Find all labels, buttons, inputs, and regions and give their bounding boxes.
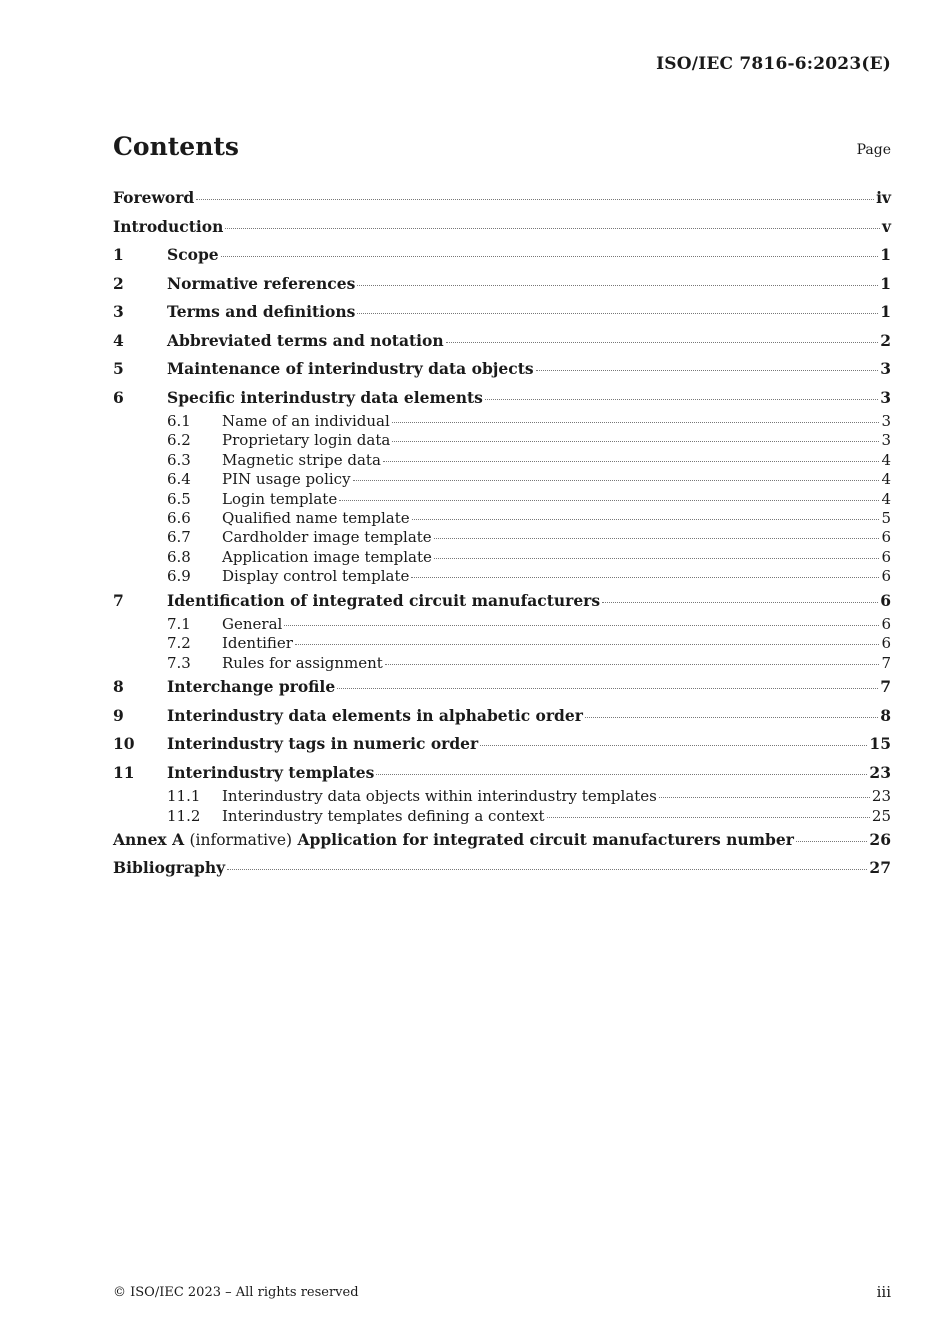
toc-entry-introduction[interactable] bbox=[113, 213, 891, 242]
toc-page: iv bbox=[876, 188, 891, 207]
toc-entry-10[interactable] bbox=[113, 730, 891, 759]
toc-page: 6 bbox=[881, 634, 891, 653]
toc-title: Name of an individual bbox=[222, 412, 390, 430]
toc-title: Interindustry data elements in alphabetic order bbox=[167, 705, 583, 725]
leader-dots bbox=[196, 198, 874, 200]
toc-title: Introduction bbox=[113, 216, 224, 236]
leader-dots bbox=[353, 479, 880, 481]
leader-dots bbox=[337, 687, 878, 689]
leader-dots bbox=[221, 255, 879, 257]
toc-entry-11-1[interactable] bbox=[113, 787, 891, 806]
toc-number: 7.3 bbox=[167, 653, 191, 672]
toc-number: 7.1 bbox=[167, 615, 191, 634]
toc-number: 6.1 bbox=[167, 412, 191, 430]
leader-dots bbox=[357, 312, 878, 314]
toc-page: 3 bbox=[880, 387, 891, 407]
toc-title: Abbreviated terms and notation bbox=[167, 330, 444, 350]
toc-number: 6.4 bbox=[167, 470, 191, 489]
toc-title: Magnetic stripe data bbox=[222, 450, 381, 469]
toc-title: Rules for assignment bbox=[222, 653, 383, 672]
toc-entry-annex-a[interactable] bbox=[113, 826, 891, 855]
leader-dots bbox=[357, 284, 878, 286]
toc-title: Interindustry data objects within interindustry templates bbox=[222, 787, 657, 806]
toc-title: PIN usage policy bbox=[222, 470, 351, 489]
toc-entry-6-2[interactable] bbox=[113, 431, 891, 450]
toc-page: 25 bbox=[871, 806, 891, 825]
leader-dots bbox=[485, 398, 878, 400]
toc-entry-6-1[interactable] bbox=[113, 412, 891, 431]
toc-page: 3 bbox=[881, 412, 891, 430]
toc-number: 3 bbox=[113, 302, 124, 321]
footer-page-number: iii bbox=[876, 1283, 891, 1301]
toc-number: 4 bbox=[113, 330, 124, 350]
toc-title: Maintenance of interindustry data objects bbox=[167, 359, 534, 378]
toc-title: Interindustry tags in numeric order bbox=[167, 734, 479, 754]
footer-copyright: © ISO/IEC 2023 – All rights reserved bbox=[113, 1285, 359, 1300]
leader-dots bbox=[536, 369, 879, 371]
annex-label: Annex A bbox=[113, 829, 185, 849]
toc-number: 6.7 bbox=[167, 528, 191, 547]
toc-number: 5 bbox=[113, 359, 124, 378]
toc-entry-5[interactable] bbox=[113, 355, 891, 384]
toc-entry-6-6[interactable] bbox=[113, 509, 891, 528]
toc-title: Login template bbox=[222, 489, 338, 508]
toc-entry-6-5[interactable] bbox=[113, 490, 891, 509]
annex-qualifier: (informative) bbox=[189, 830, 293, 849]
toc-page: 6 bbox=[881, 615, 891, 634]
toc-page: 3 bbox=[880, 359, 891, 378]
table-of-contents bbox=[113, 184, 891, 883]
toc-title: Bibliography bbox=[113, 858, 226, 878]
leader-dots bbox=[227, 868, 867, 870]
leader-dots bbox=[295, 643, 880, 645]
toc-title bbox=[113, 826, 794, 855]
toc-number: 6.5 bbox=[167, 489, 191, 508]
toc-page: 15 bbox=[869, 734, 891, 754]
toc-number: 11 bbox=[113, 762, 135, 782]
toc-title: Interindustry templates bbox=[167, 762, 375, 782]
page-column-label: Page bbox=[856, 142, 891, 158]
leader-dots bbox=[376, 773, 867, 775]
toc-number: 6.3 bbox=[167, 450, 191, 469]
toc-entry-7[interactable] bbox=[113, 587, 891, 616]
toc-entry-foreword[interactable] bbox=[113, 184, 891, 213]
toc-number: 6.8 bbox=[167, 547, 191, 566]
toc-number: 6.9 bbox=[167, 567, 191, 586]
toc-page: 7 bbox=[880, 677, 891, 697]
leader-dots bbox=[383, 460, 880, 462]
leader-dots bbox=[659, 796, 870, 798]
toc-title: Display control template bbox=[222, 567, 410, 586]
leader-dots bbox=[434, 557, 880, 559]
toc-entry-11[interactable] bbox=[113, 759, 891, 788]
leader-dots bbox=[284, 624, 879, 626]
toc-page: 4 bbox=[881, 489, 891, 508]
leader-dots bbox=[411, 576, 879, 578]
document-header-id: ISO/IEC 7816-6:2023(E) bbox=[656, 54, 891, 74]
toc-page: 27 bbox=[869, 858, 891, 878]
leader-dots bbox=[446, 341, 879, 343]
toc-title: Proprietary login data bbox=[222, 431, 391, 450]
toc-title: Application image template bbox=[222, 547, 432, 566]
annex-title: Application for integrated circuit manufacturers number bbox=[297, 829, 794, 849]
toc-entry-1[interactable] bbox=[113, 241, 891, 270]
toc-title: Cardholder image template bbox=[222, 528, 432, 547]
toc-page: 3 bbox=[881, 431, 891, 450]
toc-title: Terms and definitions bbox=[167, 302, 356, 321]
leader-dots bbox=[547, 816, 870, 818]
toc-page: 6 bbox=[881, 567, 891, 586]
toc-entry-11-2[interactable] bbox=[113, 807, 891, 826]
toc-title: Interindustry templates defining a context bbox=[222, 806, 545, 825]
toc-page: 8 bbox=[880, 705, 891, 725]
toc-entry-7-1[interactable] bbox=[113, 615, 891, 634]
toc-title: Identification of integrated circuit manufacturers bbox=[167, 590, 601, 610]
toc-title: Scope bbox=[167, 245, 219, 264]
toc-page: 23 bbox=[871, 787, 891, 806]
toc-number: 11.1 bbox=[167, 787, 201, 806]
toc-entry-7-2[interactable] bbox=[113, 634, 891, 653]
toc-number: 8 bbox=[113, 677, 124, 697]
toc-title: Qualified name template bbox=[222, 508, 410, 527]
toc-entry-6-8[interactable] bbox=[113, 548, 891, 567]
toc-title: General bbox=[222, 615, 283, 634]
toc-number: 6.2 bbox=[167, 431, 191, 450]
toc-number: 7.2 bbox=[167, 634, 191, 653]
toc-title: Normative references bbox=[167, 273, 356, 293]
toc-entry-3[interactable] bbox=[113, 298, 891, 327]
leader-dots bbox=[392, 421, 880, 423]
toc-page: 1 bbox=[880, 302, 891, 321]
leader-dots bbox=[602, 601, 878, 603]
toc-page: 7 bbox=[881, 653, 891, 672]
toc-page: 1 bbox=[880, 245, 891, 264]
leader-dots bbox=[412, 518, 880, 520]
toc-entry-6[interactable] bbox=[113, 384, 891, 413]
toc-number: 6 bbox=[113, 387, 124, 407]
toc-number: 11.2 bbox=[167, 806, 201, 825]
toc-page: 6 bbox=[881, 528, 891, 547]
toc-entry-8[interactable] bbox=[113, 673, 891, 702]
toc-title: Interchange profile bbox=[167, 677, 336, 697]
contents-title: Contents bbox=[113, 132, 240, 161]
leader-dots bbox=[225, 227, 880, 229]
toc-number: 6.6 bbox=[167, 508, 191, 527]
toc-number: 7 bbox=[113, 590, 124, 610]
toc-page: 6 bbox=[880, 590, 891, 610]
toc-entry-6-7[interactable] bbox=[113, 528, 891, 547]
leader-dots bbox=[585, 716, 878, 718]
leader-dots bbox=[392, 440, 879, 442]
toc-page: 1 bbox=[880, 273, 891, 293]
leader-dots bbox=[434, 537, 880, 539]
toc-page: 23 bbox=[869, 762, 891, 782]
leader-dots bbox=[480, 744, 867, 746]
toc-page: 6 bbox=[881, 547, 891, 566]
toc-page: 26 bbox=[869, 829, 891, 849]
toc-number: 9 bbox=[113, 705, 124, 725]
toc-page: 5 bbox=[881, 508, 891, 527]
toc-entry-2[interactable] bbox=[113, 270, 891, 299]
toc-page: 4 bbox=[881, 450, 891, 469]
toc-entry-bibliography[interactable] bbox=[113, 854, 891, 883]
leader-dots bbox=[339, 499, 879, 501]
toc-entry-9[interactable] bbox=[113, 702, 891, 731]
toc-page: v bbox=[881, 216, 891, 236]
toc-number: 10 bbox=[113, 734, 135, 754]
toc-number: 1 bbox=[113, 245, 124, 264]
leader-dots bbox=[385, 663, 880, 665]
toc-page: 4 bbox=[881, 470, 891, 489]
toc-page: 2 bbox=[880, 330, 891, 350]
toc-entry-7-3[interactable] bbox=[113, 654, 891, 673]
toc-title: Foreword bbox=[113, 188, 195, 207]
toc-entry-4[interactable] bbox=[113, 327, 891, 356]
toc-entry-6-3[interactable] bbox=[113, 451, 891, 470]
toc-entry-6-4[interactable] bbox=[113, 470, 891, 489]
toc-title: Identifier bbox=[222, 634, 293, 653]
toc-number: 2 bbox=[113, 273, 124, 293]
leader-dots bbox=[796, 840, 868, 842]
toc-title: Specific interindustry data elements bbox=[167, 387, 483, 407]
toc-entry-6-9[interactable] bbox=[113, 567, 891, 586]
